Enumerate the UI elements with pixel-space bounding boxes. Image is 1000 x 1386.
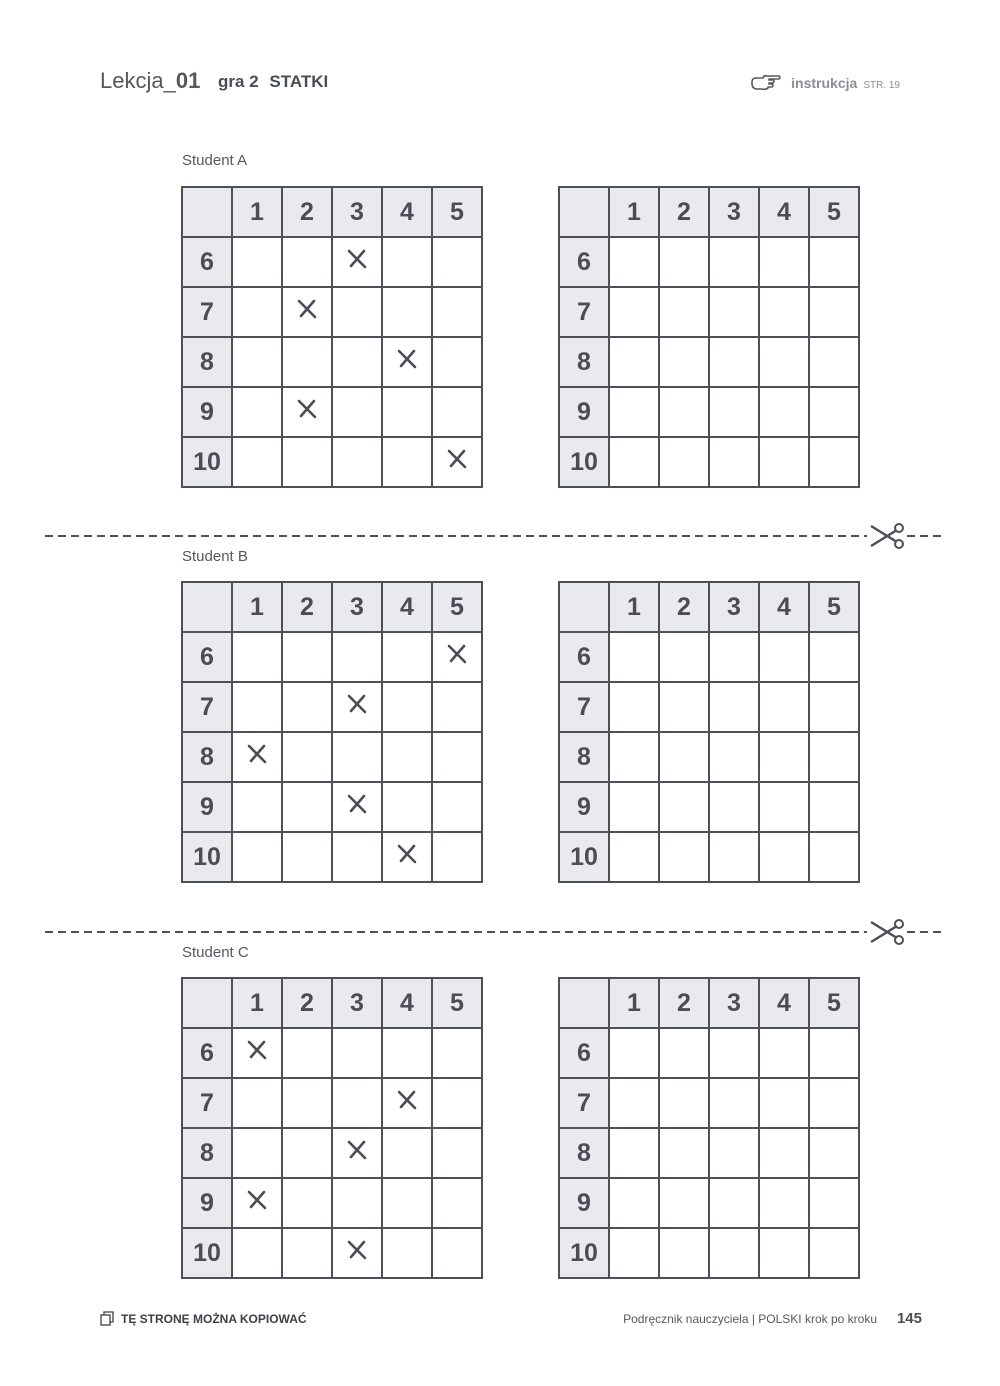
grid-cell[interactable] — [809, 387, 859, 437]
column-header: 3 — [709, 582, 759, 632]
grid-cell[interactable] — [759, 1028, 809, 1078]
grid-cell[interactable] — [759, 1178, 809, 1228]
grid-cell[interactable] — [759, 1078, 809, 1128]
ship-mark-icon — [346, 793, 368, 815]
grid-cell[interactable] — [432, 287, 482, 337]
grid-row — [182, 387, 482, 437]
grid-row — [559, 732, 859, 782]
grid-cell[interactable] — [659, 287, 709, 337]
grid-row — [182, 682, 482, 732]
copy-note — [100, 1311, 307, 1326]
column-header: 5 — [809, 582, 859, 632]
row-header: 10 — [559, 832, 609, 882]
page-footer — [100, 1310, 922, 1330]
grid-cell[interactable] — [809, 682, 859, 732]
grid-cell[interactable] — [382, 287, 432, 337]
grid-cell[interactable] — [432, 1028, 482, 1078]
grid-cell[interactable] — [382, 632, 432, 682]
grid-cell[interactable] — [282, 1078, 332, 1128]
grid-cell[interactable] — [709, 1078, 759, 1128]
grid-cell[interactable] — [282, 832, 332, 882]
grid-cell[interactable] — [332, 832, 382, 882]
grid-header-row — [182, 582, 482, 632]
grid-row — [559, 1028, 859, 1078]
grid-header-row — [182, 187, 482, 237]
grid-cell[interactable] — [609, 337, 659, 387]
row-header: 6 — [559, 1028, 609, 1078]
student-b-opponent-board — [558, 581, 860, 883]
ship-mark-icon — [346, 1239, 368, 1261]
grid-cell[interactable] — [759, 832, 809, 882]
column-header: 5 — [809, 187, 859, 237]
grid-cell[interactable] — [809, 832, 859, 882]
grid-cell[interactable] — [432, 237, 482, 287]
grid-cell[interactable] — [659, 1128, 709, 1178]
game-number: 2 — [249, 72, 259, 91]
grid-cell[interactable] — [609, 1228, 659, 1278]
column-header: 1 — [609, 582, 659, 632]
grid-corner-cell — [559, 978, 609, 1028]
grid-cell[interactable] — [759, 287, 809, 337]
grid-corner-cell — [559, 582, 609, 632]
grid-cell[interactable] — [432, 437, 482, 487]
instruction-label: instrukcja — [791, 75, 858, 91]
grid-row — [559, 1178, 859, 1228]
grid-cell[interactable] — [709, 732, 759, 782]
column-header: 3 — [709, 187, 759, 237]
grid-cell[interactable] — [332, 632, 382, 682]
grid-row — [559, 782, 859, 832]
grid-cell[interactable] — [709, 632, 759, 682]
grid-row — [559, 237, 859, 287]
grid-cell[interactable] — [232, 237, 282, 287]
column-header: 5 — [809, 978, 859, 1028]
grid-cell[interactable] — [282, 1028, 332, 1078]
grid-corner-cell — [182, 187, 232, 237]
grid-cell[interactable] — [232, 782, 282, 832]
row-header: 7 — [559, 682, 609, 732]
ship-mark-icon — [446, 643, 468, 665]
ship-mark-icon — [296, 398, 318, 420]
ship-mark-icon — [246, 743, 268, 765]
grid-cell[interactable] — [432, 387, 482, 437]
row-header: 8 — [559, 732, 609, 782]
column-header: 1 — [232, 582, 282, 632]
grid-cell[interactable] — [432, 632, 482, 682]
grid-cell[interactable] — [609, 1178, 659, 1228]
column-header: 1 — [232, 978, 282, 1028]
grid-cell[interactable] — [659, 1028, 709, 1078]
student-c-own-board — [181, 977, 483, 1279]
grid-cell[interactable] — [332, 1178, 382, 1228]
grid-row — [182, 732, 482, 782]
grid-cell[interactable] — [709, 832, 759, 882]
row-header: 10 — [182, 437, 232, 487]
grid-row — [559, 832, 859, 882]
grid-cell[interactable] — [382, 387, 432, 437]
game-title — [218, 72, 328, 92]
grid-row — [182, 1078, 482, 1128]
ship-mark-icon — [296, 298, 318, 320]
column-header: 2 — [282, 978, 332, 1028]
grid-cell[interactable] — [809, 437, 859, 487]
grid-cell[interactable] — [709, 1178, 759, 1228]
grid-cell[interactable] — [609, 632, 659, 682]
grid-cell[interactable] — [232, 287, 282, 337]
grid-cell[interactable] — [609, 1128, 659, 1178]
grid-cell[interactable] — [609, 437, 659, 487]
grid-cell[interactable] — [659, 632, 709, 682]
row-header: 9 — [559, 387, 609, 437]
student-c-label: Student C — [182, 944, 249, 961]
grid-cell[interactable] — [432, 832, 482, 882]
book-title: Podręcznik nauczyciela | POLSKI krok po kroku — [623, 1312, 877, 1326]
grid-cell[interactable] — [382, 237, 432, 287]
grid-row — [559, 1128, 859, 1178]
row-header: 7 — [559, 287, 609, 337]
row-header: 10 — [182, 1228, 232, 1278]
grid-cell[interactable] — [382, 832, 432, 882]
grid-cell[interactable] — [282, 632, 332, 682]
grid-cell[interactable] — [709, 1228, 759, 1278]
grid-cell[interactable] — [432, 682, 482, 732]
ship-mark-icon — [396, 843, 418, 865]
grid-row — [182, 1028, 482, 1078]
grid-row — [182, 832, 482, 882]
column-header: 3 — [332, 978, 382, 1028]
grid-cell[interactable] — [332, 237, 382, 287]
grid-row — [182, 237, 482, 287]
grid-cell[interactable] — [232, 632, 282, 682]
column-header: 1 — [609, 187, 659, 237]
grid-header-row — [182, 978, 482, 1028]
game-name: STATKI — [269, 72, 329, 91]
column-header: 4 — [759, 978, 809, 1028]
row-header: 9 — [559, 782, 609, 832]
ship-mark-icon — [396, 1089, 418, 1111]
grid-cell[interactable] — [759, 732, 809, 782]
column-header: 2 — [282, 582, 332, 632]
ship-mark-icon — [446, 448, 468, 470]
row-header: 7 — [182, 1078, 232, 1128]
grid-cell[interactable] — [382, 1228, 432, 1278]
grid-row — [182, 337, 482, 387]
grid-cell[interactable] — [659, 782, 709, 832]
column-header: 2 — [282, 187, 332, 237]
column-header: 3 — [332, 187, 382, 237]
cut-line — [45, 521, 945, 551]
row-header: 10 — [559, 437, 609, 487]
grid-cell[interactable] — [232, 337, 282, 387]
instruction-page: STR. 19 — [863, 80, 900, 91]
grid-row — [182, 782, 482, 832]
grid-cell[interactable] — [759, 337, 809, 387]
ship-mark-icon — [396, 348, 418, 370]
grid-cell[interactable] — [332, 1228, 382, 1278]
column-header: 3 — [332, 582, 382, 632]
scissors-icon — [871, 920, 903, 944]
grid-cell[interactable] — [382, 337, 432, 387]
copy-pages-icon — [100, 1311, 115, 1326]
grid-cell[interactable] — [232, 387, 282, 437]
grid-cell[interactable] — [659, 237, 709, 287]
column-header: 5 — [432, 187, 482, 237]
ship-mark-icon — [246, 1039, 268, 1061]
grid-row — [182, 1128, 482, 1178]
game-prefix: gra — [218, 72, 245, 91]
grid-cell[interactable] — [332, 1128, 382, 1178]
grid-cell[interactable] — [759, 387, 809, 437]
ship-mark-icon — [246, 1189, 268, 1211]
grid-cell[interactable] — [332, 1078, 382, 1128]
grid-cell[interactable] — [809, 1028, 859, 1078]
grid-cell[interactable] — [609, 237, 659, 287]
student-b-own-board — [181, 581, 483, 883]
column-header: 2 — [659, 582, 709, 632]
grid-cell[interactable] — [432, 337, 482, 387]
student-a-opponent-board — [558, 186, 860, 488]
ship-mark-icon — [346, 693, 368, 715]
lesson-number: 01 — [175, 68, 201, 93]
grid-cell[interactable] — [759, 1228, 809, 1278]
grid-cell[interactable] — [282, 287, 332, 337]
grid-cell[interactable] — [759, 1128, 809, 1178]
grid-cell[interactable] — [609, 732, 659, 782]
row-header: 9 — [182, 387, 232, 437]
grid-cell[interactable] — [332, 437, 382, 487]
grid-cell[interactable] — [232, 682, 282, 732]
grid-cell[interactable] — [282, 337, 332, 387]
grid-cell[interactable] — [809, 1228, 859, 1278]
grid-cell[interactable] — [709, 682, 759, 732]
grid-cell[interactable] — [232, 1228, 282, 1278]
column-header: 3 — [709, 978, 759, 1028]
grid-row — [559, 437, 859, 487]
row-header: 6 — [559, 237, 609, 287]
grid-cell[interactable] — [759, 437, 809, 487]
grid-cell[interactable] — [709, 437, 759, 487]
grid-cell[interactable] — [332, 287, 382, 337]
grid-cell[interactable] — [659, 682, 709, 732]
row-header: 8 — [559, 1128, 609, 1178]
grid-cell[interactable] — [759, 237, 809, 287]
grid-cell[interactable] — [382, 1128, 432, 1178]
cut-line — [45, 917, 945, 947]
grid-cell[interactable] — [432, 782, 482, 832]
row-header: 8 — [182, 1128, 232, 1178]
grid-cell[interactable] — [659, 1078, 709, 1128]
grid-cell[interactable] — [759, 782, 809, 832]
grid-cell[interactable] — [382, 1028, 432, 1078]
grid-cell[interactable] — [659, 732, 709, 782]
grid-cell[interactable] — [332, 1028, 382, 1078]
page-number: 145 — [896, 1310, 922, 1327]
grid-cell[interactable] — [709, 387, 759, 437]
grid-cell[interactable] — [709, 1128, 759, 1178]
column-header: 5 — [432, 978, 482, 1028]
grid-cell[interactable] — [432, 1178, 482, 1228]
grid-cell[interactable] — [809, 337, 859, 387]
grid-cell[interactable] — [282, 437, 332, 487]
column-header: 5 — [432, 582, 482, 632]
page-header — [100, 68, 900, 98]
column-header: 4 — [382, 978, 432, 1028]
row-header: 7 — [182, 287, 232, 337]
grid-cell[interactable] — [709, 1028, 759, 1078]
grid-cell[interactable] — [332, 387, 382, 437]
grid-row — [182, 287, 482, 337]
grid-cell[interactable] — [232, 832, 282, 882]
grid-row — [559, 632, 859, 682]
grid-corner-cell — [559, 187, 609, 237]
grid-corner-cell — [182, 582, 232, 632]
grid-cell[interactable] — [809, 782, 859, 832]
grid-row — [559, 337, 859, 387]
grid-row — [182, 632, 482, 682]
column-header: 4 — [759, 582, 809, 632]
copy-note-text: TĘ STRONĘ MOŻNA KOPIOWAĆ — [121, 1312, 307, 1326]
student-a-label: Student A — [182, 152, 248, 169]
grid-row — [182, 437, 482, 487]
grid-cell[interactable] — [659, 1228, 709, 1278]
student-c-opponent-board — [558, 977, 860, 1279]
student-a-own-board — [181, 186, 483, 488]
grid-cell[interactable] — [382, 782, 432, 832]
grid-cell[interactable] — [709, 337, 759, 387]
grid-cell[interactable] — [609, 682, 659, 732]
grid-cell[interactable] — [609, 782, 659, 832]
row-header: 9 — [182, 1178, 232, 1228]
grid-row — [182, 1178, 482, 1228]
instruction-reference — [751, 73, 900, 93]
grid-cell[interactable] — [809, 732, 859, 782]
grid-header-row — [559, 187, 859, 237]
pointing-hand-icon — [751, 73, 781, 91]
grid-cell[interactable] — [809, 287, 859, 337]
row-header: 9 — [559, 1178, 609, 1228]
grid-cell[interactable] — [709, 287, 759, 337]
lesson-title — [100, 68, 200, 94]
grid-corner-cell — [182, 978, 232, 1028]
ship-mark-icon — [346, 248, 368, 270]
grid-cell[interactable] — [432, 1228, 482, 1278]
lesson-prefix: Lekcja_ — [100, 68, 176, 93]
grid-cell[interactable] — [382, 732, 432, 782]
grid-cell[interactable] — [232, 732, 282, 782]
grid-cell[interactable] — [282, 237, 332, 287]
grid-cell[interactable] — [609, 832, 659, 882]
grid-cell[interactable] — [232, 1128, 282, 1178]
grid-cell[interactable] — [809, 1178, 859, 1228]
grid-cell[interactable] — [659, 337, 709, 387]
grid-row — [559, 1228, 859, 1278]
column-header: 4 — [382, 582, 432, 632]
grid-cell[interactable] — [232, 1178, 282, 1228]
grid-cell[interactable] — [659, 437, 709, 487]
grid-cell[interactable] — [432, 1078, 482, 1128]
grid-cell[interactable] — [282, 1178, 332, 1228]
row-header: 6 — [559, 632, 609, 682]
column-header: 2 — [659, 978, 709, 1028]
grid-cell[interactable] — [382, 1178, 432, 1228]
grid-cell[interactable] — [282, 1228, 332, 1278]
row-header: 10 — [182, 832, 232, 882]
row-header: 7 — [559, 1078, 609, 1128]
grid-cell[interactable] — [432, 732, 482, 782]
row-header: 8 — [559, 337, 609, 387]
grid-cell[interactable] — [432, 1128, 482, 1178]
grid-row — [559, 1078, 859, 1128]
grid-cell[interactable] — [332, 782, 382, 832]
grid-cell[interactable] — [232, 1028, 282, 1078]
grid-cell[interactable] — [232, 1078, 282, 1128]
grid-cell[interactable] — [382, 1078, 432, 1128]
column-header: 1 — [609, 978, 659, 1028]
row-header: 6 — [182, 1028, 232, 1078]
grid-cell[interactable] — [232, 437, 282, 487]
grid-cell[interactable] — [609, 1078, 659, 1128]
grid-cell[interactable] — [759, 632, 809, 682]
scissors-icon — [871, 524, 903, 548]
grid-cell[interactable] — [332, 732, 382, 782]
grid-cell[interactable] — [609, 1028, 659, 1078]
grid-cell[interactable] — [332, 682, 382, 732]
grid-cell[interactable] — [809, 632, 859, 682]
student-b-label: Student B — [182, 548, 248, 565]
grid-cell[interactable] — [759, 682, 809, 732]
grid-cell[interactable] — [282, 1128, 332, 1178]
grid-cell[interactable] — [709, 237, 759, 287]
grid-cell[interactable] — [659, 387, 709, 437]
grid-cell[interactable] — [382, 437, 432, 487]
ship-mark-icon — [346, 1139, 368, 1161]
grid-row — [182, 1228, 482, 1278]
grid-cell[interactable] — [809, 1128, 859, 1178]
row-header: 10 — [559, 1228, 609, 1278]
grid-cell[interactable] — [382, 682, 432, 732]
column-header: 1 — [232, 187, 282, 237]
grid-header-row — [559, 582, 859, 632]
row-header: 8 — [182, 732, 232, 782]
grid-cell[interactable] — [609, 287, 659, 337]
row-header: 9 — [182, 782, 232, 832]
grid-cell[interactable] — [809, 237, 859, 287]
row-header: 6 — [182, 632, 232, 682]
grid-cell[interactable] — [282, 387, 332, 437]
grid-cell[interactable] — [282, 782, 332, 832]
grid-cell[interactable] — [659, 832, 709, 882]
column-header: 2 — [659, 187, 709, 237]
grid-row — [559, 287, 859, 337]
grid-cell[interactable] — [809, 1078, 859, 1128]
column-header: 4 — [382, 187, 432, 237]
row-header: 6 — [182, 237, 232, 287]
grid-cell[interactable] — [659, 1178, 709, 1228]
grid-cell[interactable] — [709, 782, 759, 832]
grid-cell[interactable] — [282, 732, 332, 782]
grid-header-row — [559, 978, 859, 1028]
column-header: 4 — [759, 187, 809, 237]
row-header: 8 — [182, 337, 232, 387]
grid-cell[interactable] — [332, 337, 382, 387]
grid-row — [559, 682, 859, 732]
grid-cell[interactable] — [609, 387, 659, 437]
grid-row — [559, 387, 859, 437]
grid-cell[interactable] — [282, 682, 332, 732]
row-header: 7 — [182, 682, 232, 732]
